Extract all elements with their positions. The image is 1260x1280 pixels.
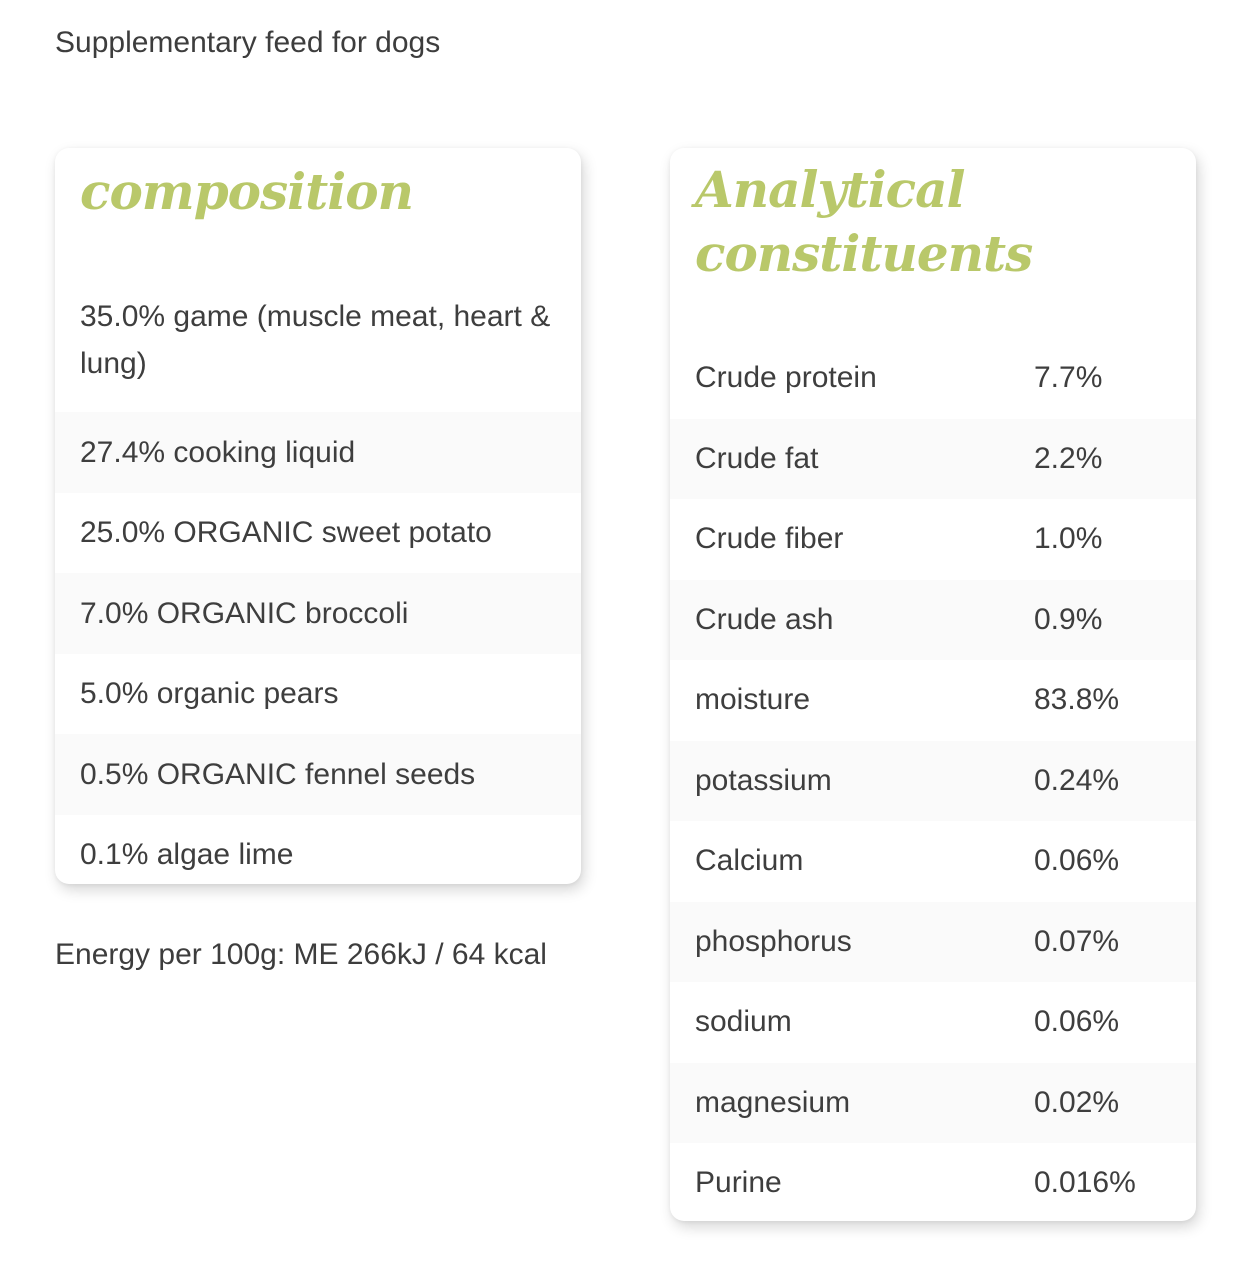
constituent-value: 0.07%: [1034, 924, 1120, 958]
constituent-name: Crude ash: [695, 602, 834, 636]
energy-info: Energy per 100g: ME 266kJ / 64 kcal: [55, 938, 547, 971]
composition-title: composition: [80, 162, 413, 221]
constituent-value: 0.24%: [1034, 763, 1120, 797]
constituent-name: sodium: [695, 1005, 792, 1039]
constituent-name: Purine: [695, 1166, 782, 1200]
constituent-name: phosphorus: [695, 924, 852, 958]
table-row: [670, 1143, 1196, 1221]
constituent-name: Crude fiber: [695, 522, 844, 556]
constituent-value: 0.9%: [1034, 602, 1103, 636]
list-item: [55, 654, 581, 735]
list-item: [55, 573, 581, 654]
table-row: [670, 1063, 1196, 1144]
table-row: [670, 741, 1196, 822]
list-item: [55, 493, 581, 574]
constituent-name: Calcium: [695, 844, 804, 878]
table-row: [670, 338, 1196, 419]
constituent-value: 0.02%: [1034, 1085, 1120, 1119]
list-item: [55, 734, 581, 815]
constituent-value: 7.7%: [1034, 361, 1103, 395]
composition-list: [55, 285, 581, 884]
constituent-value: 0.06%: [1034, 1005, 1120, 1039]
constituent-name: potassium: [695, 763, 832, 797]
analytical-table: [670, 338, 1196, 1221]
analytical-title: Analytical constituents: [695, 160, 1033, 283]
analytical-constituents-card: [670, 148, 1196, 1221]
list-item: [55, 412, 581, 493]
constituent-value: 0.016%: [1034, 1166, 1136, 1200]
list-item: [55, 285, 581, 412]
composition-item-text: 25.0% ORGANIC sweet potato: [80, 516, 492, 550]
constituent-value: 0.06%: [1034, 844, 1120, 878]
composition-item-text: 27.4% cooking liquid: [80, 435, 356, 469]
constituent-value: 2.2%: [1034, 441, 1103, 475]
composition-item-text: 0.5% ORGANIC fennel seeds: [80, 757, 476, 791]
constituent-value: 83.8%: [1034, 683, 1120, 717]
composition-card: [55, 148, 581, 884]
table-row: [670, 982, 1196, 1063]
list-item: [55, 815, 581, 885]
composition-item-text: 35.0% game (muscle meat, heart & lung): [80, 300, 551, 380]
table-row: [670, 902, 1196, 983]
composition-item-text: 5.0% organic pears: [80, 677, 339, 711]
composition-item-text: 0.1% algae lime: [80, 838, 294, 872]
table-row: [670, 499, 1196, 580]
table-row: [670, 660, 1196, 741]
constituent-name: Crude protein: [695, 361, 877, 395]
constituent-name: Crude fat: [695, 441, 819, 475]
constituent-value: 1.0%: [1034, 522, 1103, 556]
table-row: [670, 419, 1196, 500]
constituent-name: magnesium: [695, 1085, 851, 1119]
page-subtitle: Supplementary feed for dogs: [55, 26, 441, 59]
table-row: [670, 580, 1196, 661]
table-row: [670, 821, 1196, 902]
constituent-name: moisture: [695, 683, 811, 717]
composition-item-text: 7.0% ORGANIC broccoli: [80, 596, 409, 630]
